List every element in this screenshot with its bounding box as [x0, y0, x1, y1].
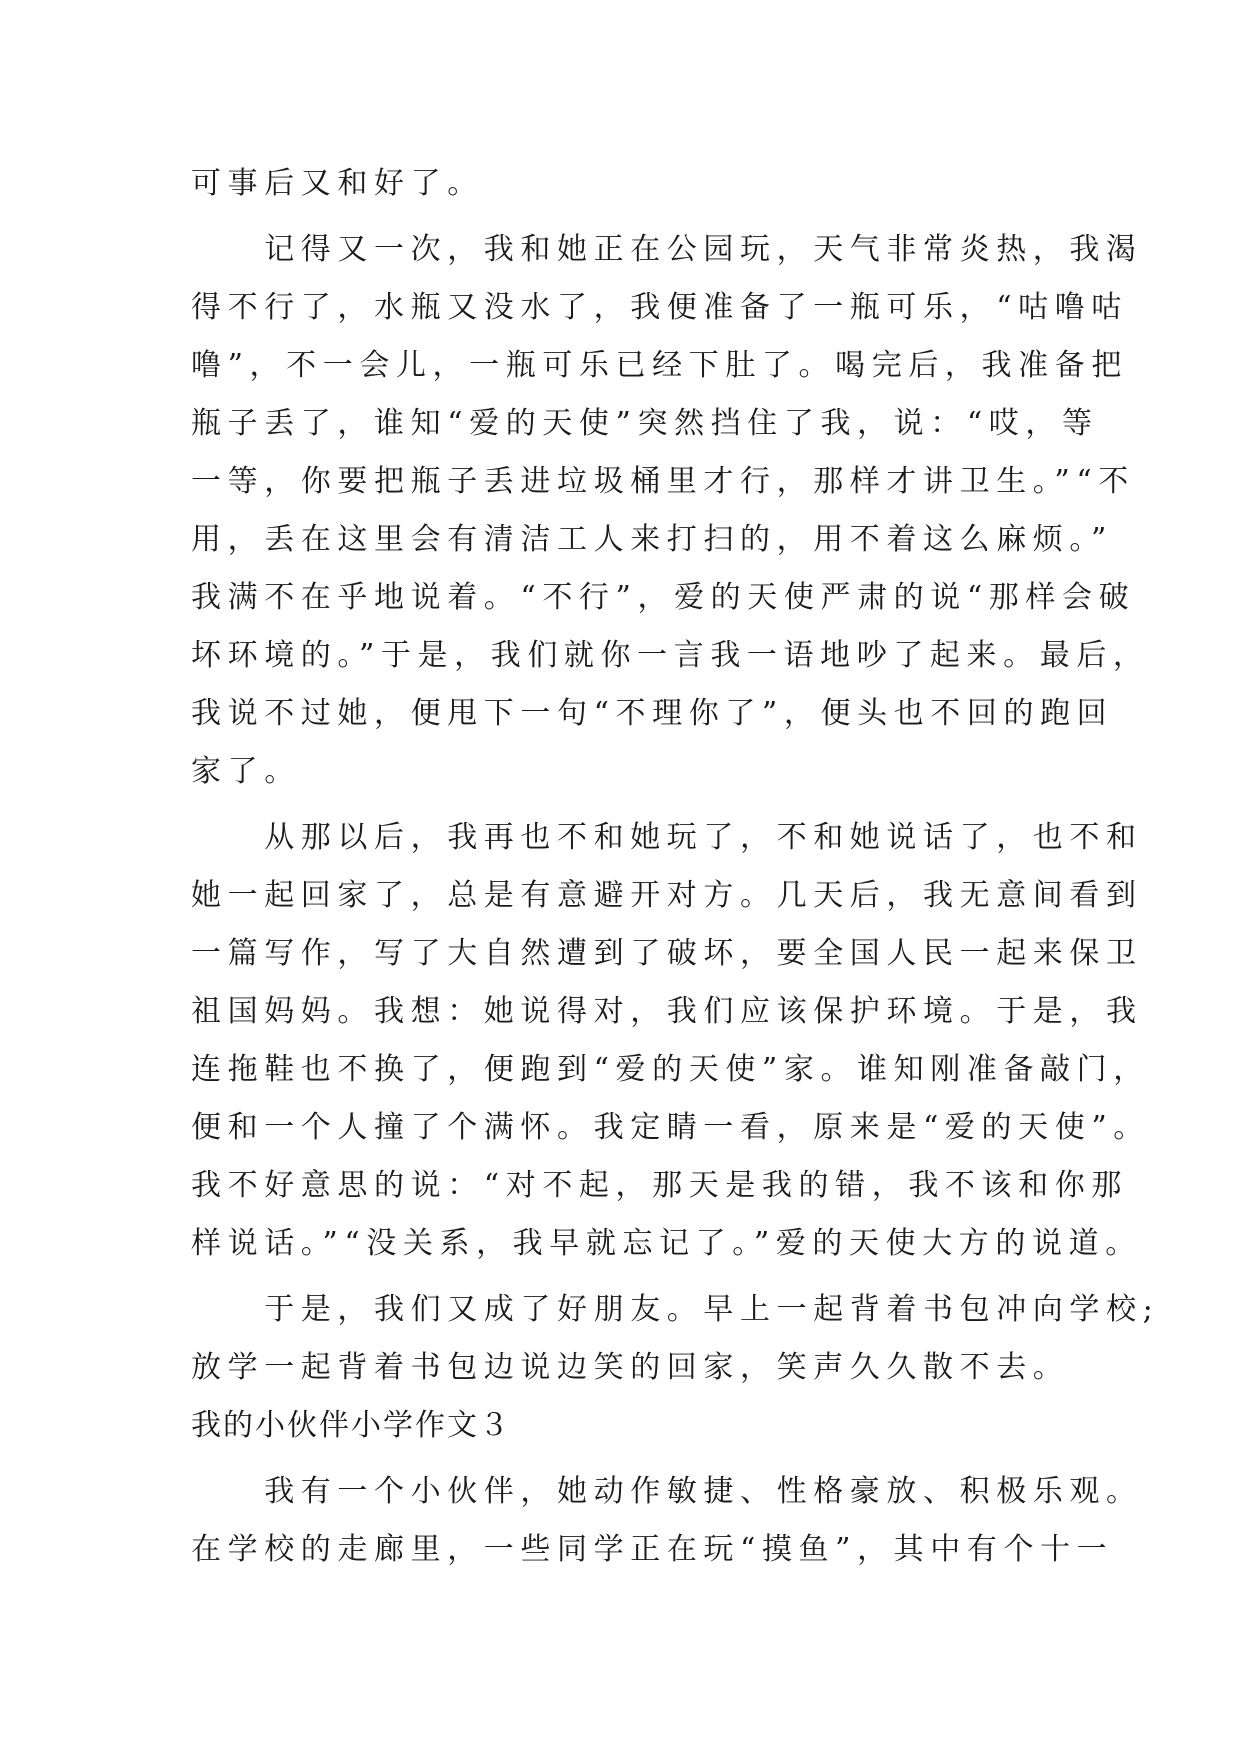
text-line: 从那以后，我再也不和她玩了，不和她说话了，也不和 — [191, 820, 1143, 855]
text-line: 我有一个小伙伴，她动作敏捷、性格豪放、积极乐观。 — [191, 1474, 1143, 1509]
text-line: 用，丢在这里会有清洁工人来打扫的，用不着这么麻烦。” — [191, 522, 1113, 557]
text-line: 放学一起背着书包边说边笑的回家，笑声久久散不去。 — [191, 1350, 1070, 1385]
text-line: 于是，我们又成了好朋友。早上一起背着书包冲向学校; — [191, 1292, 1160, 1327]
text-line: 样说话。”“没关系，我早就忘记了。”爱的天使大方的说道。 — [191, 1226, 1142, 1261]
text-line: 我说不过她，便甩下一句“不理你了”，便头也不回的跑回 — [191, 696, 1114, 731]
text-line: 祖国妈妈。我想：她说得对，我们应该保护环境。于是，我 — [191, 994, 1143, 1029]
text-line: 瓶子丢了，谁知“爱的天使”突然挡住了我，说：“哎，等 — [191, 406, 1099, 441]
text-line: 在学校的走廊里，一些同学正在玩“摸鱼”，其中有个十一 — [191, 1532, 1114, 1567]
text-line: 可事后又和好了。 — [191, 166, 484, 201]
text-line: 连拖鞋也不换了，便跑到“爱的天使”家。谁知刚准备敲门， — [191, 1052, 1150, 1087]
text-line: 我不好意思的说：“对不起，那天是我的错，我不该和你那 — [191, 1168, 1128, 1203]
text-line: 家了。 — [191, 754, 301, 789]
section-heading: 我的小伙伴小学作文３ — [191, 1408, 511, 1443]
text-line: 我满不在乎地说着。“不行”，爱的天使严肃的说“那样会破 — [191, 580, 1136, 615]
text-line: 得不行了，水瓶又没水了，我便准备了一瓶可乐，“咕噜咕 — [191, 290, 1128, 325]
text-line: 坏环境的。”于是，我们就你一言我一语地吵了起来。最后， — [191, 638, 1150, 673]
text-line: 便和一个人撞了个满怀。我定睛一看，原来是“爱的天使”。 — [191, 1110, 1150, 1145]
text-line: 她一起回家了，总是有意避开对方。几天后，我无意间看到 — [191, 878, 1143, 913]
text-line: 记得又一次，我和她正在公园玩，天气非常炎热，我渴 — [191, 232, 1143, 267]
text-line: 一等，你要把瓶子丢进垃圾桶里才行，那样才讲卫生。”“不 — [191, 464, 1135, 499]
text-line: 一篇写作，写了大自然遭到了破坏，要全国人民一起来保卫 — [191, 936, 1143, 971]
text-line: 噜”，不一会儿，一瓶可乐已经下肚了。喝完后，我准备把 — [191, 348, 1128, 383]
essay-body — [191, 155, 1160, 1579]
